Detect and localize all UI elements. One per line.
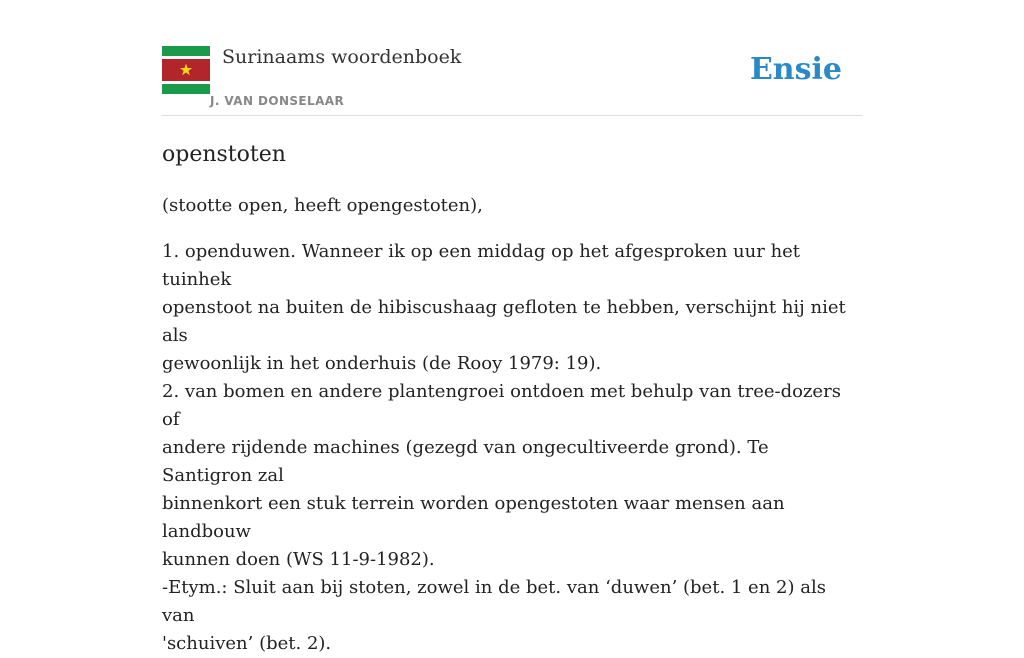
definition-line: gewoonlijk in het onderhuis (de Rooy 1979: 19). <box>162 353 602 374</box>
dictionary-title[interactable]: Surinaams woordenboek <box>222 46 462 68</box>
etymology-line: -Etym.: Sluit aan bij stoten, zowel in de bet. van ‘duwen’ (bet. 1 en 2) als van <box>162 577 826 626</box>
header-divider <box>162 115 862 116</box>
grammatical-forms: (stootte open, heeft opengestoten), <box>162 195 483 216</box>
suriname-flag-icon <box>162 46 210 94</box>
definition-line: 1. openduwen. Wanneer ik op een middag op het afgesproken uur het tuinhek <box>162 241 801 290</box>
author-name: J. VAN DONSELAAR <box>210 94 345 108</box>
definition-line: 2. van bomen en andere plantengroei ontdoen met behulp van tree-dozers of <box>162 381 841 430</box>
definition-line: binnenkort een stuk terrein worden opengestoten waar mensen aan landbouw <box>162 493 785 542</box>
site-header <box>162 44 862 116</box>
definition <box>162 238 862 658</box>
definition-line: andere rijdende machines (gezegd van ongecultiveerde grond). Te Santigron zal <box>162 437 769 486</box>
definition-line: openstoot na buiten de hibiscushaag gefloten te hebben, verschijnt hij niet als <box>162 297 846 346</box>
headword: openstoten <box>162 142 286 167</box>
entry-content <box>162 138 862 658</box>
etymology-line: 'schuiven’ (bet. 2). <box>162 633 332 654</box>
definition-line: kunnen doen (WS 11-9-1982). <box>162 549 435 570</box>
ensie-logo-link[interactable]: Ensie <box>749 52 842 87</box>
